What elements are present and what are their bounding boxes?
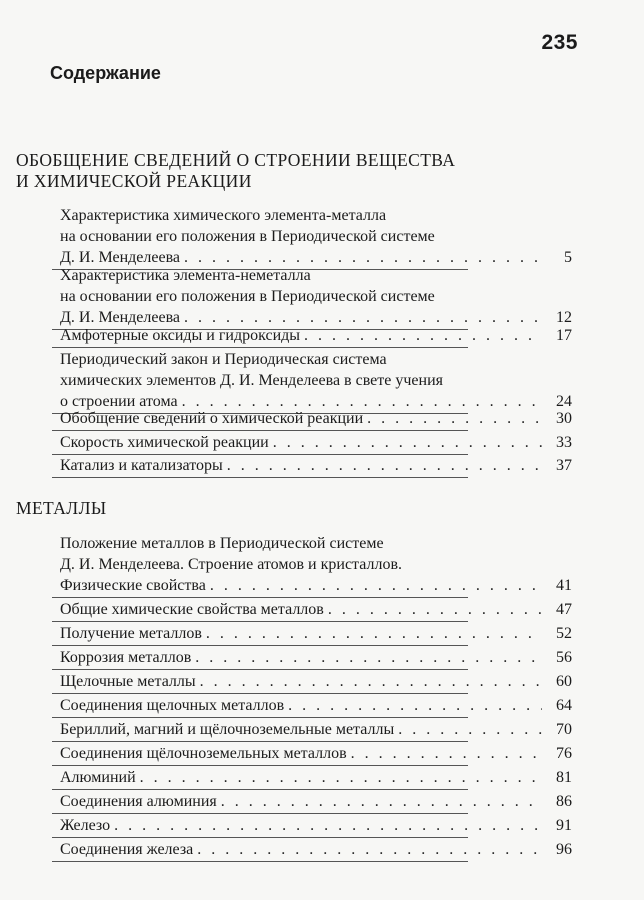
entry-page-number: 41: [556, 577, 572, 594]
toc-entry[interactable]: [60, 671, 572, 692]
toc-entry[interactable]: [60, 767, 572, 788]
dot-leader: [273, 432, 542, 453]
entry-title-line: Д. И. Менделеева. Строение атомов и кристаллов.: [60, 556, 402, 573]
dot-leader: [195, 647, 542, 668]
toc-entry[interactable]: [60, 743, 572, 764]
entry-page-number: 86: [556, 793, 572, 810]
entry-last-line: [60, 791, 572, 812]
entry-title-line: Общие химические свойства металлов: [60, 601, 324, 618]
entry-last-line: [60, 743, 572, 764]
toc-entry[interactable]: [60, 695, 572, 716]
entry-last-line: [60, 455, 572, 476]
entry-divider: [52, 765, 468, 766]
entry-title-line: Соединения железа: [60, 841, 194, 858]
entry-divider: [52, 861, 468, 862]
entry-divider: [52, 813, 468, 814]
entry-last-line: [60, 815, 572, 836]
toc-entry[interactable]: [60, 719, 572, 740]
entry-last-line: [60, 671, 572, 692]
entry-title-line: на основании его положения в Периодической системе: [60, 228, 435, 245]
entry-title-line: Соединения щелочных металлов: [60, 697, 285, 714]
dot-leader: [200, 671, 542, 692]
entry-page-number: 60: [556, 673, 572, 690]
toc-entry[interactable]: [60, 265, 572, 328]
entry-divider: [52, 693, 468, 694]
entry-page-number: 56: [556, 649, 572, 666]
entry-divider: [52, 597, 468, 598]
entry-title-line: Бериллий, магний и щёлочноземельные металлы: [60, 721, 395, 738]
section-title: [16, 150, 576, 192]
entry-line: [60, 554, 572, 575]
entry-last-line: [60, 767, 572, 788]
entry-title-line: Характеристика химического элемента-металла: [60, 207, 387, 224]
section-title-line: ОБОБЩЕНИЕ СВЕДЕНИЙ О СТРОЕНИИ ВЕЩЕСТВА: [16, 150, 456, 170]
dot-leader: [288, 695, 542, 716]
entry-page-number: 30: [556, 410, 572, 427]
toc-entry[interactable]: [60, 408, 572, 429]
entry-title-line: Физические свойства: [60, 577, 206, 594]
entry-page-number: 91: [556, 817, 572, 834]
entry-title-line: Положение металлов в Периодической системе: [60, 535, 384, 552]
toc-section: [16, 150, 576, 192]
toc-entry[interactable]: [60, 791, 572, 812]
entry-last-line: [60, 623, 572, 644]
toc-entry[interactable]: [60, 533, 572, 596]
entry-line: [60, 349, 572, 370]
entry-page-number: 37: [556, 457, 572, 474]
entry-last-line: [60, 325, 572, 346]
entry-title-line: Алюминий: [60, 769, 136, 786]
entry-divider: [52, 717, 468, 718]
entry-title-line: Характеристика элемента-неметалла: [60, 267, 311, 284]
entry-title-line: Коррозия металлов: [60, 649, 192, 666]
toc-entry[interactable]: [60, 839, 572, 860]
entry-title-line: Катализ и катализаторы: [60, 457, 223, 474]
entry-divider: [52, 645, 468, 646]
entry-line: [60, 533, 572, 554]
toc-entry[interactable]: [60, 432, 572, 453]
dot-leader: [197, 839, 542, 860]
toc-section: [16, 498, 576, 519]
section-title: [16, 498, 576, 519]
entry-last-line: [60, 408, 572, 429]
page-number: 235: [541, 31, 578, 54]
dot-leader: [398, 719, 542, 740]
entry-line: [60, 226, 572, 247]
entry-page-number: 52: [556, 625, 572, 642]
entry-title-line: Соединения алюминия: [60, 793, 217, 810]
toc-entry[interactable]: [60, 325, 572, 346]
toc-entry[interactable]: [60, 455, 572, 476]
entry-title-line: Получение металлов: [60, 625, 202, 642]
entry-last-line: [60, 695, 572, 716]
entry-divider: [52, 741, 468, 742]
toc-entry[interactable]: [60, 815, 572, 836]
entry-divider: [52, 669, 468, 670]
entry-page-number: 12: [556, 309, 572, 326]
dot-leader: [206, 623, 542, 644]
entry-last-line: [60, 839, 572, 860]
entry-page-number: 76: [556, 745, 572, 762]
entry-title-line: Обобщение сведений о химической реакции: [60, 410, 364, 427]
entry-page-number: 96: [556, 841, 572, 858]
section-title-line: И ХИМИЧЕСКОЙ РЕАКЦИИ: [16, 171, 252, 191]
section-title-line: МЕТАЛЛЫ: [16, 498, 107, 518]
entry-title-line: Скорость химической реакции: [60, 434, 269, 451]
dot-leader: [210, 575, 542, 596]
entry-last-line: [60, 719, 572, 740]
entry-divider: [52, 837, 468, 838]
entry-divider: [52, 789, 468, 790]
toc-entry[interactable]: [60, 599, 572, 620]
dot-leader: [221, 791, 542, 812]
toc-entry[interactable]: [60, 623, 572, 644]
entry-last-line: [60, 575, 572, 596]
toc-entry[interactable]: [60, 349, 572, 412]
toc-entry[interactable]: [60, 647, 572, 668]
entry-divider: [52, 347, 468, 348]
entry-page-number: 81: [556, 769, 572, 786]
entry-divider: [52, 621, 468, 622]
dot-leader: [328, 599, 542, 620]
toc-heading: Содержание: [50, 63, 161, 83]
dot-leader: [140, 767, 542, 788]
entry-page-number: 33: [556, 434, 572, 451]
entry-page-number: 47: [556, 601, 572, 618]
entry-title-line: Соединения щёлочноземельных металлов: [60, 745, 347, 762]
entry-divider: [52, 477, 468, 478]
entry-line: [60, 286, 572, 307]
entry-title-line: Щелочные металлы: [60, 673, 196, 690]
entry-page-number: 17: [556, 327, 572, 344]
entry-divider: [52, 430, 468, 431]
dot-leader: [114, 815, 542, 836]
entry-page-number: 24: [556, 393, 572, 410]
toc-entry[interactable]: [60, 205, 572, 268]
entry-last-line: [60, 432, 572, 453]
entry-page-number: 70: [556, 721, 572, 738]
entry-title-line: Железо: [60, 817, 111, 834]
entry-title-line: химических элементов Д. И. Менделеева в свете учения: [60, 372, 443, 389]
entry-line: [60, 265, 572, 286]
dot-leader: [367, 408, 542, 429]
entry-title-line: на основании его положения в Периодической системе: [60, 288, 435, 305]
entry-line: [60, 205, 572, 226]
entry-title-line: Д. И. Менделеева: [60, 309, 181, 326]
entry-page-number: 5: [564, 249, 572, 266]
entry-title-line: о строении атома: [60, 393, 178, 410]
entry-last-line: [60, 647, 572, 668]
entry-line: [60, 370, 572, 391]
dot-leader: [304, 325, 542, 346]
entry-title-line: Д. И. Менделеева: [60, 249, 181, 266]
dot-leader: [351, 743, 542, 764]
entry-title-line: Амфотерные оксиды и гидроксиды: [60, 327, 301, 344]
entry-page-number: 64: [556, 697, 572, 714]
dot-leader: [227, 455, 542, 476]
entry-last-line: [60, 599, 572, 620]
entry-title-line: Периодический закон и Периодическая система: [60, 351, 387, 368]
